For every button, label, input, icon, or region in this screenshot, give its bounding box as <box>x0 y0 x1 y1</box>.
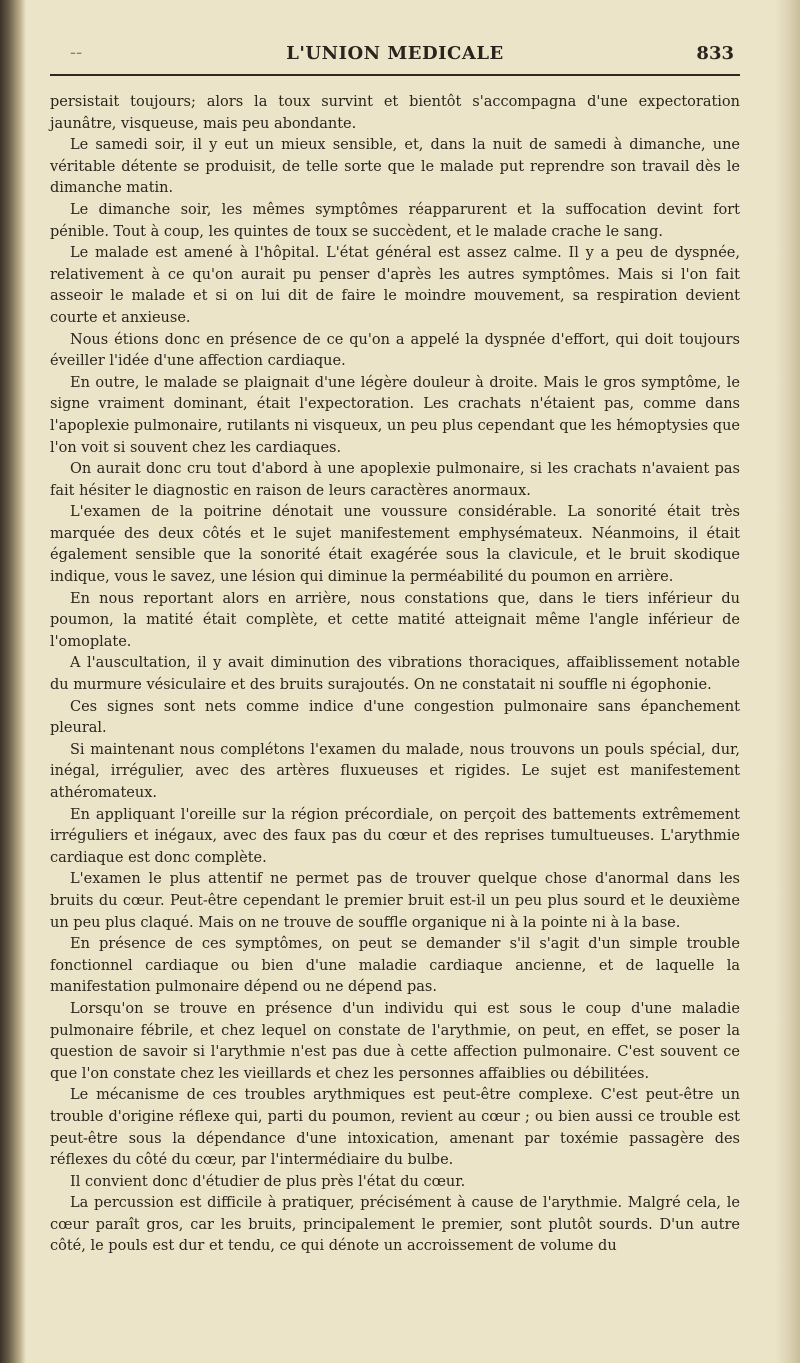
header-mark: -- <box>70 42 83 63</box>
paragraph: L'examen de la poitrine dénotait une voussure considérable. La sonorité était très marquée des deux côtés et le sujet manifestement emphysémateux. Néanmoins, il était également sensible que la sonorité était exagérée sous la clavicule, et le bruit skodique indique, vous le savez, une lésion qui diminue la perméabilité du poumon en arrière. <box>50 504 740 586</box>
page-binding-shadow <box>0 0 26 1363</box>
paragraph: Nous étions donc en présence de ce qu'on a appelé la dyspnée d'effort, qui doit toujours éveiller l'idée d'une affection cardiaque. <box>50 331 740 370</box>
article-body <box>50 92 740 1258</box>
paragraph: En présence de ces symptômes, on peut se demander s'il s'agit d'un simple trouble fonctionnel cardiaque ou bien d'une maladie cardiaque ancienne, et de laquelle la manifestation pulmonaire dépend ou ne dépend pas. <box>50 936 740 996</box>
paragraph: On aurait donc cru tout d'abord à une apoplexie pulmonaire, si les crachats n'avaient pas fait hésiter le diagnostic en raison de leurs caractères anormaux. <box>50 461 740 499</box>
paragraph: Ces signes sont nets comme indice d'une congestion pulmonaire sans épanchement pleural. <box>50 698 740 737</box>
paragraph: Il convient donc d'étudier de plus près l'état du cœur. <box>70 1173 466 1190</box>
page-number: 833 <box>696 43 734 64</box>
paragraph: Si maintenant nous complétons l'examen du malade, nous trouvons un pouls spécial, dur, inégal, irrégulier, avec des artères fluxueuses et rigides. Le sujet est manifestement athéromateux. <box>50 741 740 801</box>
paragraph: Le samedi soir, il y eut un mieux sensible, et, dans la nuit de samedi à dimanche, une véritable détente se produisit, de telle sorte que le malade put reprendre son travail dès le dimanche matin. <box>50 137 740 197</box>
paragraph: Le malade est amené à l'hôpital. L'état général est assez calme. Il y a peu de dyspnée, relativement à ce qu'on aurait pu penser d'après les autres symptômes. Mais si l'on fait asseoir le malade et si on lui dit de faire le moindre mouvement, sa respiration devient courte et anxieuse. <box>50 245 740 326</box>
paragraph: La percussion est difficile à pratiquer, précisément à cause de l'arythmie. Malgré cela, le cœur paraît gros, car les bruits, principalement le premier, sont plutôt sourds. D'un autre côté, le pouls est dur et tendu, ce qui dénote un accroissement de volume du <box>50 1195 740 1255</box>
paragraph: Le dimanche soir, les mêmes symptômes réapparurent et la suffocation devint fort pénible. Tout à coup, les quintes de toux se succèdent, et le malade crache le sang. <box>50 201 740 240</box>
paragraph: En outre, le malade se plaignait d'une légère douleur à droite. Mais le gros symptôme, le signe vraiment dominant, était l'expectoration. Les crachats n'étaient pas, comme dans l'apoplexie pulmonaire, rutilants ni visqueux, un peu plus cependant que les hémoptysies que l'on voit si souvent chez les cardiaques. <box>50 374 740 456</box>
paragraph: persistait toujours; alors la toux survint et bientôt s'accompagna d'une expectoration jaunâtre, visqueuse, mais peu abondante. <box>50 94 740 132</box>
paragraph: L'examen le plus attentif ne permet pas de trouver quelque chose d'anormal dans les bruits du cœur. Peut-être cependant le premier bruit est-il un peu plus sourd et le deuxième un peu plus claqué. Mais on ne trouve de souffle organique ni à la pointe ni à la base. <box>50 871 740 931</box>
paragraph: Lorsqu'on se trouve en présence d'un individu qui est sous le coup d'une maladie pulmonaire fébrile, et chez lequel on constate de l'arythmie, on peut, en effet, se poser la question de savoir si l'arythmie n'est pas due à cette affection pulmonaire. C'est souvent ce que l'on constate chez les vieillards et chez les personnes affaiblies ou débilitées. <box>50 1000 740 1082</box>
paragraph: En nous reportant alors en arrière, nous constations que, dans le tiers inférieur du poumon, la matité était complète, et cette matité atteignait même l'angle inférieur de l'omoplate. <box>50 590 740 650</box>
running-header <box>50 40 740 70</box>
paragraph: A l'auscultation, il y avait diminution des vibrations thoraciques, affaiblissement notable du murmure vésiculaire et des bruits surajoutés. On ne constatait ni souffle ni égophonie. <box>50 655 740 694</box>
paragraph: Le mécanisme de ces troubles arythmiques est peut-être complexe. C'est peut-être un trouble d'origine réflexe qui, parti du poumon, revient au cœur ; ou bien aussi ce trouble est peut-être sous la dépendance d'une intoxication, amenant par toxémie passagère des réflexes du côté du cœur, par l'intermédiaire du bulbe. <box>50 1087 740 1169</box>
scanned-page <box>34 0 756 1363</box>
page-edge <box>776 0 800 1363</box>
journal-title: L'UNION MEDICALE <box>286 43 504 64</box>
header-rule <box>50 74 740 76</box>
paragraph: En appliquant l'oreille sur la région précordiale, on perçoit des battements extrêmement irréguliers et inégaux, avec des faux pas du cœur et des reprises tumultueuses. L'arythmie cardiaque est donc complète. <box>50 806 740 866</box>
